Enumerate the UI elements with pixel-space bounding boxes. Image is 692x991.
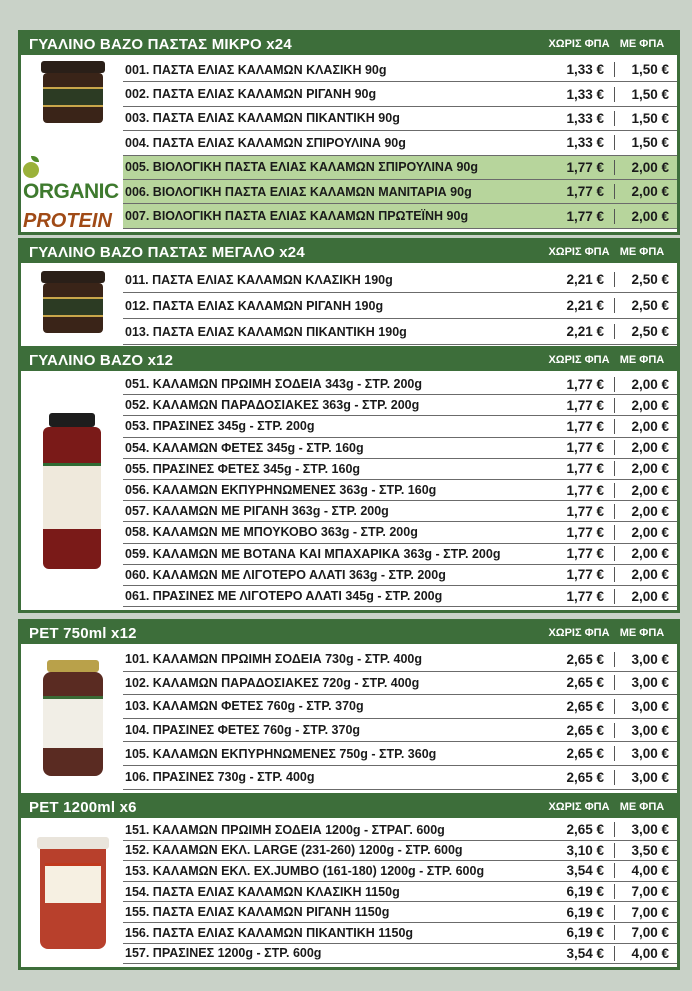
- price-with-vat: 3,00 €: [631, 822, 669, 838]
- price-without-vat: 1,77 €: [557, 589, 615, 604]
- price-without-vat: 1,77 €: [557, 398, 615, 413]
- product-rows: [123, 371, 677, 610]
- price-column-headers: [545, 38, 671, 50]
- product-row: [123, 319, 677, 345]
- product-name: 154. ΠΑΣΤΑ ΕΛΙΑΣ ΚΑΛΑΜΩΝ ΚΛΑΣΙΚΗ 1150g: [125, 884, 400, 899]
- pet-1200-bucket-image: [37, 837, 109, 949]
- product-row: [123, 944, 677, 965]
- price-without-vat: 6,19 €: [557, 905, 615, 920]
- with-vat-header: ΜΕ ΦΠΑ: [619, 354, 665, 366]
- jar-label: [43, 463, 101, 529]
- product-row: [123, 82, 677, 106]
- section-title: PET 750ml x12: [29, 624, 137, 642]
- product-name: 157. ΠΡΑΣΙΝΕΣ 1200g - ΣΤΡ. 600g: [125, 946, 322, 961]
- product-row: [123, 742, 677, 766]
- section-body: [21, 55, 677, 232]
- product-row: [123, 267, 677, 293]
- product-name: 054. ΚΑΛΑΜΩΝ ΦΕΤΕΣ 345g - ΣΤΡ. 160g: [125, 440, 364, 455]
- product-name: 155. ΠΑΣΤΑ ΕΛΙΑΣ ΚΑΛΑΜΩΝ ΡΙΓΑΝΗ 1150g: [125, 905, 390, 920]
- product-name: 003. ΠΑΣΤΑ ΕΛΙΑΣ ΚΑΛΑΜΩΝ ΠΙΚΑΝΤΙΚΗ 90g: [125, 111, 400, 126]
- with-vat-header: ΜΕ ΦΠΑ: [619, 801, 665, 813]
- product-row: [123, 719, 677, 743]
- price-without-vat: 1,33 €: [557, 87, 615, 102]
- price-with-vat: 2,00 €: [631, 208, 669, 224]
- price-without-vat: 1,77 €: [557, 461, 615, 476]
- price-column-headers: [545, 801, 671, 813]
- price-without-vat: 1,77 €: [557, 160, 615, 175]
- product-name: 055. ΠΡΑΣΙΝΕΣ ΦΕΤΕΣ 345g - ΣΤΡ. 160g: [125, 461, 361, 476]
- with-vat-header: ΜΕ ΦΠΑ: [619, 38, 665, 50]
- price-without-vat: 2,65 €: [557, 652, 615, 667]
- price-with-vat: 3,00 €: [631, 769, 669, 785]
- section-body: [21, 818, 677, 967]
- section-header: [21, 796, 677, 818]
- price-section: [18, 30, 680, 235]
- product-name: 007. ΒΙΟΛΟΓΙΚΗ ΠΑΣΤΑ ΕΛΙΑΣ ΚΑΛΑΜΩΝ ΠΡΩΤΕΪΝΗ 90g: [125, 209, 469, 224]
- product-row: [123, 131, 677, 155]
- product-row: [123, 544, 677, 565]
- price-with-vat: 2,00 €: [631, 524, 669, 540]
- price-with-vat: 3,00 €: [631, 675, 669, 691]
- price-without-vat: 1,33 €: [557, 62, 615, 77]
- price-with-vat: 3,00 €: [631, 722, 669, 738]
- price-with-vat: 1,50 €: [631, 110, 669, 126]
- price-without-vat: 2,65 €: [557, 723, 615, 738]
- price-without-vat: 3,54 €: [557, 946, 615, 961]
- product-image-area: [21, 644, 123, 793]
- product-name: 104. ΠΡΑΣΙΝΕΣ ΦΕΤΕΣ 760g - ΣΤΡ. 370g: [125, 723, 361, 738]
- price-without-vat: 3,54 €: [557, 863, 615, 878]
- product-name: 001. ΠΑΣΤΑ ΕΛΙΑΣ ΚΑΛΑΜΩΝ ΚΛΑΣΙΚΗ 90g: [125, 62, 387, 77]
- product-rows: [123, 818, 677, 967]
- price-with-vat: 7,00 €: [631, 884, 669, 900]
- price-with-vat: 2,00 €: [631, 440, 669, 456]
- product-name: 152. ΚΑΛΑΜΩΝ ΕΚΛ. LARGE (231-260) 1200g - ΣΤΡ. 600g: [125, 843, 463, 858]
- product-name: 004. ΠΑΣΤΑ ΕΛΙΑΣ ΚΑΛΑΜΩΝ ΣΠΙΡΟΥΛΙΝΑ 90g: [125, 135, 406, 150]
- product-row: [123, 766, 677, 790]
- product-name: 053. ΠΡΑΣΙΝΕΣ 345g - ΣΤΡ. 200g: [125, 419, 315, 434]
- price-with-vat: 4,00 €: [631, 863, 669, 879]
- jar-label: [43, 87, 103, 107]
- organic-word: ORGANIC: [23, 179, 119, 203]
- price-without-vat: 1,77 €: [557, 525, 615, 540]
- price-with-vat: 2,00 €: [631, 482, 669, 498]
- price-with-vat: 2,00 €: [631, 503, 669, 519]
- price-without-vat: 1,33 €: [557, 111, 615, 126]
- product-row: [123, 480, 677, 501]
- price-with-vat: 2,00 €: [631, 159, 669, 175]
- product-rows: [123, 55, 677, 232]
- price-without-vat: 1,77 €: [557, 377, 615, 392]
- price-with-vat: 4,00 €: [631, 945, 669, 961]
- product-row: [123, 695, 677, 719]
- product-row: [123, 374, 677, 395]
- section-body: [21, 644, 677, 793]
- product-row: [123, 58, 677, 82]
- jar-label: [43, 696, 103, 748]
- section-body: [21, 263, 677, 348]
- large-paste-jar-image: [41, 271, 105, 335]
- product-name: 052. ΚΑΛΑΜΩΝ ΠΑΡΑΔΟΣΙΑΚΕΣ 363g - ΣΤΡ. 200g: [125, 398, 420, 413]
- section-header: [21, 241, 677, 263]
- product-row: [123, 923, 677, 944]
- product-name: 013. ΠΑΣΤΑ ΕΛΙΑΣ ΚΑΛΑΜΩΝ ΠΙΚΑΝΤΙΚΗ 190g: [125, 324, 407, 339]
- price-without-vat: 6,19 €: [557, 925, 615, 940]
- jar-lid: [41, 271, 105, 283]
- price-without-vat: 6,19 €: [557, 884, 615, 899]
- product-row: [123, 902, 677, 923]
- product-row: [123, 156, 677, 180]
- price-column-headers: [545, 246, 671, 258]
- product-row: [123, 672, 677, 696]
- product-name: 051. ΚΑΛΑΜΩΝ ΠΡΩΙΜΗ ΣΟΔΕΙΑ 343g - ΣΤΡ. 200g: [125, 377, 423, 392]
- price-with-vat: 2,00 €: [631, 546, 669, 562]
- product-row: [123, 438, 677, 459]
- product-row: [123, 204, 677, 228]
- price-column-headers: [545, 354, 671, 366]
- price-without-vat: 3,10 €: [557, 843, 615, 858]
- product-name: 106. ΠΡΑΣΙΝΕΣ 730g - ΣΤΡ. 400g: [125, 770, 315, 785]
- product-name: 102. ΚΑΛΑΜΩΝ ΠΑΡΑΔΟΣΙΑΚΕΣ 720g - ΣΤΡ. 400g: [125, 675, 420, 690]
- olive-icon: [23, 162, 39, 178]
- price-column-headers: [545, 627, 671, 639]
- section-header: [21, 349, 677, 371]
- product-row: [123, 648, 677, 672]
- no-vat-header: ΧΩΡΙΣ ΦΠΑ: [548, 354, 610, 366]
- price-with-vat: 1,50 €: [631, 86, 669, 102]
- product-name: 105. ΚΑΛΑΜΩΝ ΕΚΠΥΡΗΝΩΜΕΝΕΣ 750g - ΣΤΡ. 360g: [125, 746, 437, 761]
- price-with-vat: 1,50 €: [631, 135, 669, 151]
- price-with-vat: 7,00 €: [631, 904, 669, 920]
- price-with-vat: 2,50 €: [631, 324, 669, 339]
- product-image-area: [21, 371, 123, 610]
- price-section: [18, 793, 680, 970]
- price-without-vat: 2,65 €: [557, 699, 615, 714]
- section-header: [21, 622, 677, 644]
- price-without-vat: 2,65 €: [557, 822, 615, 837]
- price-with-vat: 2,00 €: [631, 376, 669, 392]
- price-without-vat: 2,21 €: [557, 324, 615, 339]
- section-title: ΓΥΑΛΙΝΟ ΒΑΖΟ x12: [29, 351, 174, 369]
- organic-protein-badge: [23, 162, 123, 233]
- product-name: 011. ΠΑΣΤΑ ΕΛΙΑΣ ΚΑΛΑΜΩΝ ΚΛΑΣΙΚΗ 190g: [125, 272, 393, 287]
- product-name: 061. ΠΡΑΣΙΝΕΣ ΜΕ ΛΙΓΟΤΕΡΟ ΑΛΑΤΙ 345g - ΣΤΡ. 200g: [125, 589, 443, 604]
- product-row: [123, 107, 677, 131]
- jar-label: [43, 297, 103, 317]
- price-without-vat: 2,65 €: [557, 675, 615, 690]
- product-name: 005. ΒΙΟΛΟΓΙΚΗ ΠΑΣΤΑ ΕΛΙΑΣ ΚΑΛΑΜΩΝ ΣΠΙΡΟΥΛΙΝΑ 90g: [125, 160, 478, 175]
- price-without-vat: 1,33 €: [557, 135, 615, 150]
- price-without-vat: 1,77 €: [557, 419, 615, 434]
- product-name: 006. ΒΙΟΛΟΓΙΚΗ ΠΑΣΤΑ ΕΛΙΑΣ ΚΑΛΑΜΩΝ ΜΑΝΙΤΑΡΙΑ 90g: [125, 184, 472, 199]
- price-with-vat: 2,00 €: [631, 588, 669, 604]
- with-vat-header: ΜΕ ΦΠΑ: [619, 246, 665, 258]
- with-vat-header: ΜΕ ΦΠΑ: [619, 627, 665, 639]
- price-section: [18, 346, 680, 613]
- price-without-vat: 2,21 €: [557, 298, 615, 313]
- section-header: [21, 33, 677, 55]
- price-section: [18, 238, 680, 351]
- product-name: 058. ΚΑΛΑΜΩΝ ΜΕ ΜΠΟΥΚΟΒΟ 363g - ΣΤΡ. 200g: [125, 525, 418, 540]
- product-image-area: [21, 818, 123, 967]
- product-name: 002. ΠΑΣΤΑ ΕΛΙΑΣ ΚΑΛΑΜΩΝ ΡΙΓΑΝΗ 90g: [125, 87, 377, 102]
- price-with-vat: 3,00 €: [631, 651, 669, 667]
- price-without-vat: 1,77 €: [557, 483, 615, 498]
- product-row: [123, 395, 677, 416]
- no-vat-header: ΧΩΡΙΣ ΦΠΑ: [548, 246, 610, 258]
- product-row: [123, 180, 677, 204]
- product-name: 156. ΠΑΣΤΑ ΕΛΙΑΣ ΚΑΛΑΜΩΝ ΠΙΚΑΝΤΙΚΗ 1150g: [125, 925, 414, 940]
- product-row: [123, 416, 677, 437]
- product-row: [123, 820, 677, 841]
- price-without-vat: 1,77 €: [557, 546, 615, 561]
- price-without-vat: 1,77 €: [557, 567, 615, 582]
- product-rows: [123, 644, 677, 793]
- price-with-vat: 2,00 €: [631, 184, 669, 200]
- organic-line: [23, 162, 123, 204]
- price-with-vat: 7,00 €: [631, 925, 669, 941]
- product-image-area: [21, 263, 123, 348]
- glass-jar-image: [43, 413, 101, 569]
- product-row: [123, 841, 677, 862]
- product-name: 056. ΚΑΛΑΜΩΝ ΕΚΠΥΡΗΝΩΜΕΝΕΣ 363g - ΣΤΡ. 160g: [125, 483, 437, 498]
- price-section: [18, 619, 680, 796]
- price-with-vat: 2,00 €: [631, 397, 669, 413]
- price-with-vat: 3,00 €: [631, 746, 669, 762]
- no-vat-header: ΧΩΡΙΣ ΦΠΑ: [548, 627, 610, 639]
- no-vat-header: ΧΩΡΙΣ ΦΠΑ: [548, 801, 610, 813]
- bucket-label: [45, 863, 101, 903]
- price-without-vat: 1,77 €: [557, 440, 615, 455]
- product-name: 153. ΚΑΛΑΜΩΝ ΕΚΛ. EX.JUMBO (161-180) 1200g - ΣΤΡ. 600g: [125, 863, 485, 878]
- jar-lid: [41, 61, 105, 73]
- jar-lid: [47, 660, 99, 672]
- price-without-vat: 1,77 €: [557, 184, 615, 199]
- price-without-vat: 1,77 €: [557, 504, 615, 519]
- product-row: [123, 586, 677, 607]
- product-name: 103. ΚΑΛΑΜΩΝ ΦΕΤΕΣ 760g - ΣΤΡ. 370g: [125, 699, 364, 714]
- section-title: PET 1200ml x6: [29, 798, 137, 816]
- price-with-vat: 3,00 €: [631, 698, 669, 714]
- product-row: [123, 459, 677, 480]
- product-row: [123, 861, 677, 882]
- price-without-vat: 2,21 €: [557, 272, 615, 287]
- product-name: 059. ΚΑΛΑΜΩΝ ΜΕ ΒΟΤΑΝΑ ΚΑΙ ΜΠΑΧΑΡΙΚΑ 363g - ΣΤΡ. 200g: [125, 546, 501, 561]
- product-name: 012. ΠΑΣΤΑ ΕΛΙΑΣ ΚΑΛΑΜΩΝ ΡΙΓΑΝΗ 190g: [125, 298, 384, 313]
- pet-750-jar-image: [43, 660, 103, 776]
- product-rows: [123, 263, 677, 348]
- price-with-vat: 3,50 €: [631, 842, 669, 858]
- bucket-lid: [37, 837, 109, 849]
- product-name: 151. ΚΑΛΑΜΩΝ ΠΡΩΙΜΗ ΣΟΔΕΙΑ 1200g - ΣΤΡΑΓ. 600g: [125, 822, 445, 837]
- product-row: [123, 522, 677, 543]
- price-without-vat: 2,65 €: [557, 770, 615, 785]
- protein-word: PROTEIN: [23, 209, 112, 232]
- price-with-vat: 2,00 €: [631, 418, 669, 434]
- section-title: ΓΥΑΛΙΝΟ ΒΑΖΟ ΠΑΣΤΑΣ ΜΕΓΑΛΟ x24: [29, 243, 305, 261]
- jar-lid: [49, 413, 95, 427]
- no-vat-header: ΧΩΡΙΣ ΦΠΑ: [548, 38, 610, 50]
- section-title: ΓΥΑΛΙΝΟ ΒΑΖΟ ΠΑΣΤΑΣ ΜΙΚΡΟ x24: [29, 35, 292, 53]
- price-with-vat: 2,50 €: [631, 298, 669, 313]
- price-with-vat: 2,50 €: [631, 272, 669, 287]
- product-name: 057. ΚΑΛΑΜΩΝ ΜΕ ΡΙΓΑΝΗ 363g - ΣΤΡ. 200g: [125, 504, 389, 519]
- product-row: [123, 501, 677, 522]
- product-name: 060. ΚΑΛΑΜΩΝ ΜΕ ΛΙΓΟΤΕΡΟ ΑΛΑΤΙ 363g - ΣΤΡ. 200g: [125, 567, 446, 582]
- product-name: 101. ΚΑΛΑΜΩΝ ΠΡΩΙΜΗ ΣΟΔΕΙΑ 730g - ΣΤΡ. 400g: [125, 652, 423, 667]
- section-body: [21, 371, 677, 610]
- price-with-vat: 2,00 €: [631, 567, 669, 583]
- product-image-area: [21, 55, 123, 232]
- product-row: [123, 882, 677, 903]
- price-with-vat: 2,00 €: [631, 461, 669, 477]
- price-without-vat: 1,77 €: [557, 209, 615, 224]
- product-row: [123, 293, 677, 319]
- product-row: [123, 565, 677, 586]
- price-without-vat: 2,65 €: [557, 746, 615, 761]
- price-with-vat: 1,50 €: [631, 62, 669, 78]
- small-paste-jar-image: [41, 61, 105, 125]
